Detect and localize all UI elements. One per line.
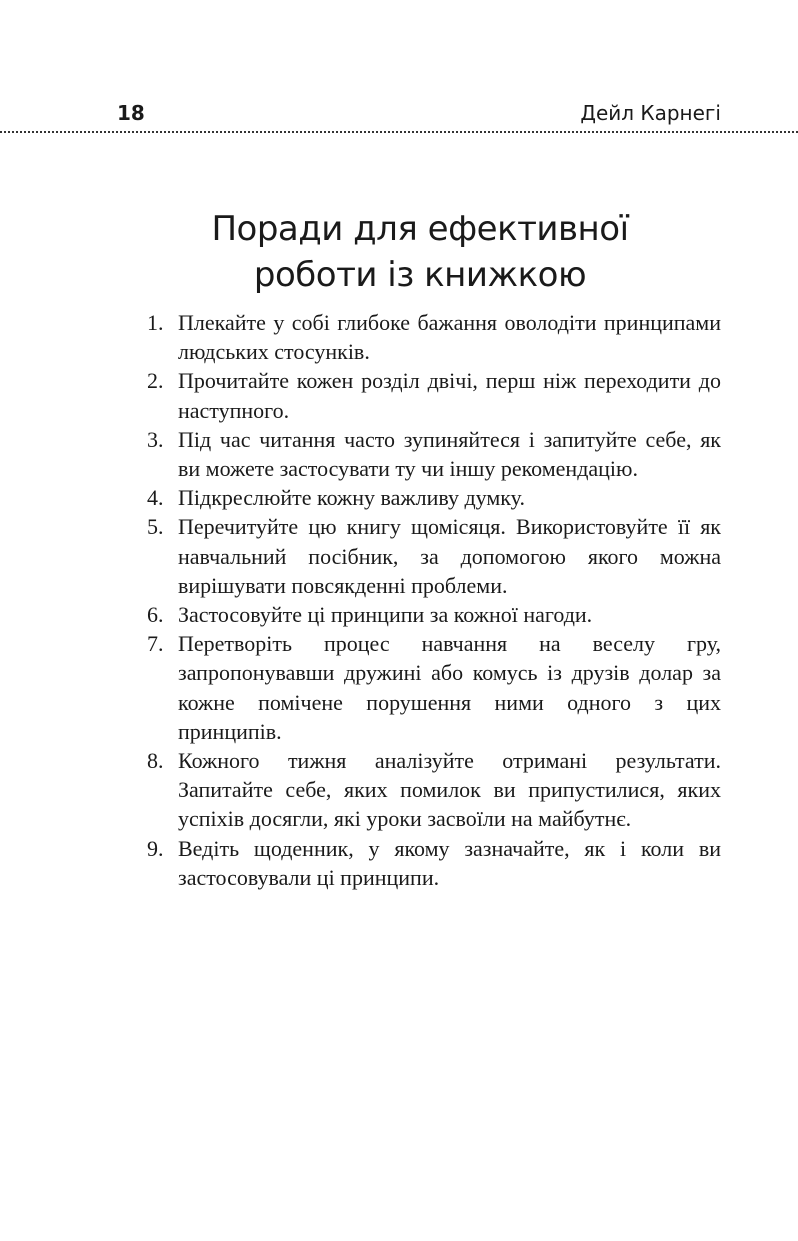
tips-list	[147, 308, 721, 892]
tip-item-1	[147, 308, 721, 366]
tip-number: 5.	[147, 514, 164, 540]
tip-item-6	[147, 600, 721, 629]
tip-item-2	[147, 366, 721, 424]
header-dotted-rule	[0, 131, 798, 133]
tip-number: 6.	[147, 602, 164, 628]
section-title-line-1: Поради для ефективної	[211, 209, 629, 249]
tip-number: 9.	[147, 835, 164, 861]
tip-number: 3.	[147, 426, 164, 452]
tip-text: Прочитайте кожен розділ двічі, перш ніж переходити до наступного.	[178, 368, 721, 423]
running-title: Дейл Карнегі	[580, 101, 721, 125]
tip-number: 7.	[147, 631, 164, 657]
tip-item-7	[147, 629, 721, 746]
tip-number: 4.	[147, 485, 164, 511]
page-header	[0, 0, 798, 135]
tip-text: Перечитуйте цю книгу щомісяця. Використовуйте її як навчальний посібник, за допомогою якого можна вирішувати повсякденні проблеми.	[178, 514, 721, 598]
tip-text: Кожного тижня аналізуйте отримані результати. Запитайте себе, яких помилок ви припустилися, яких успіхів досягли, які уроки засвоїли на майбутнє.	[178, 748, 721, 832]
tip-text: Плекайте у собі глибоке бажання оволодіти принципами людських стосунків.	[178, 310, 721, 365]
tip-number: 2.	[147, 368, 164, 394]
tip-item-9	[147, 834, 721, 892]
tip-item-8	[147, 746, 721, 834]
tip-text: Застосовуйте ці принципи за кожної нагоди.	[178, 602, 593, 628]
tip-item-5	[147, 512, 721, 600]
tip-text: Під час читання часто зупиняйтеся і запитуйте себе, як ви можете застосувати ту чи іншу рекомендацію.	[178, 426, 721, 482]
tip-item-3	[147, 425, 721, 483]
section-title-line-2: роботи із книжкою	[253, 255, 587, 295]
tip-text: Підкреслюйте кожну важливу думку.	[178, 485, 525, 511]
tip-number: 1.	[147, 310, 164, 335]
tip-text: Перетворіть процес навчання на веселу гру, запропонувавши дружині або комусь із друзів долар за кожне помічене порушення ними одного з цих принципів.	[178, 631, 721, 744]
tip-item-4	[147, 483, 721, 512]
page-number: 18	[117, 101, 145, 125]
tip-text: Ведіть щоденник, у якому зазначайте, як і коли ви застосовували ці принципи.	[178, 835, 721, 890]
tip-number: 8.	[147, 748, 164, 774]
section-title	[0, 206, 798, 298]
